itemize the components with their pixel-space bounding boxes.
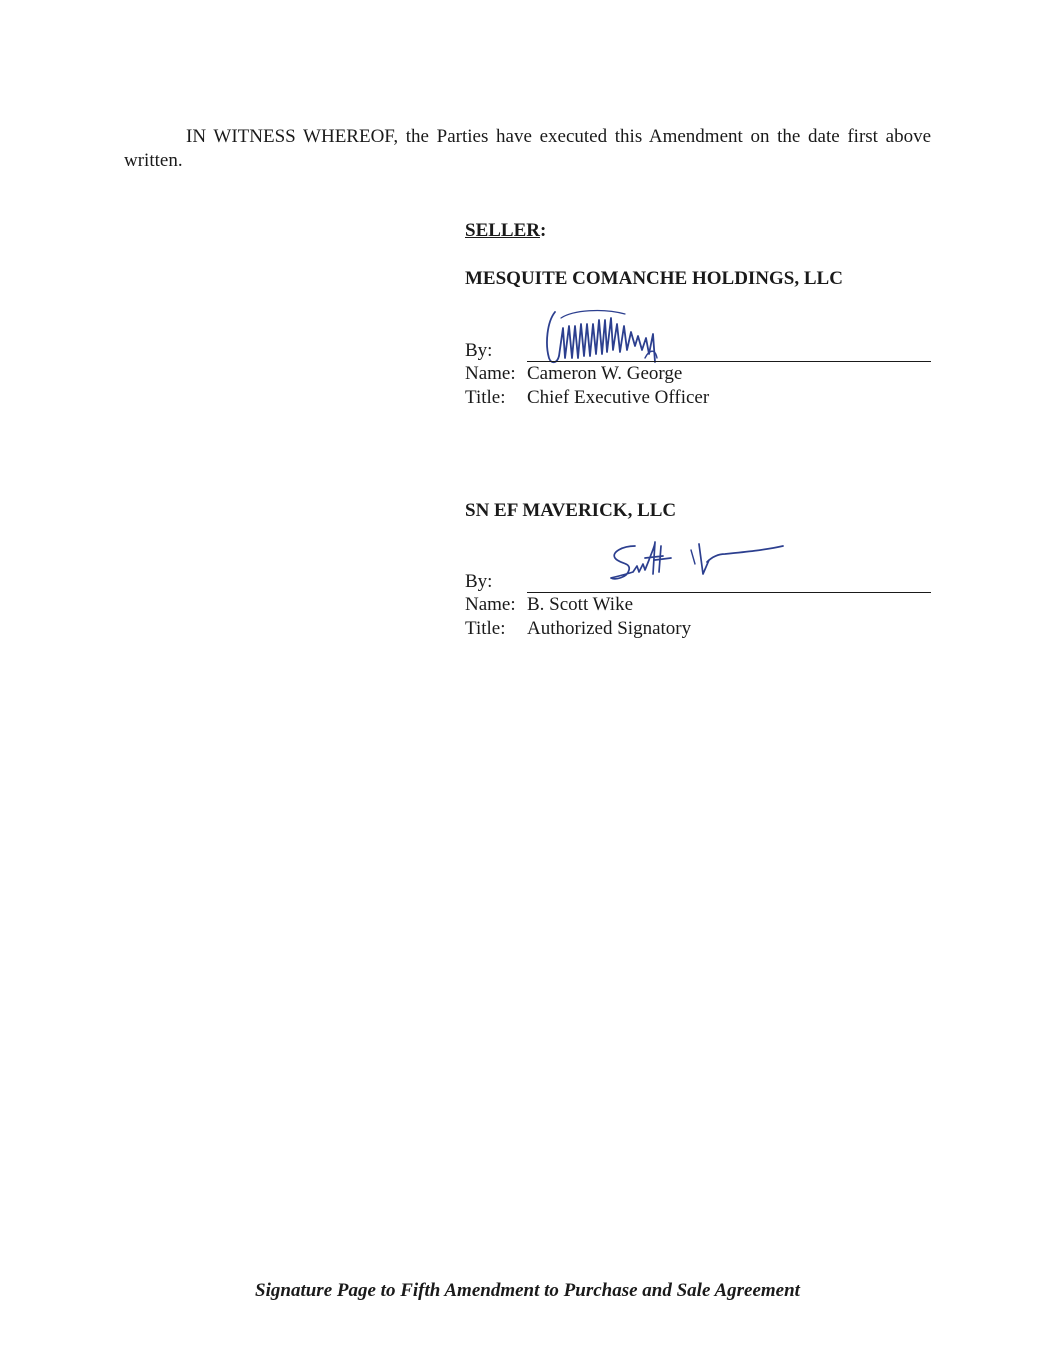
seller-title-row: [465, 387, 709, 409]
maverick-name-label: Name:: [465, 594, 516, 615]
seller-by-row: [465, 340, 931, 364]
seller-colon: :: [539, 220, 547, 241]
seller-signature-line: [527, 361, 931, 362]
seller-company-name: MESQUITE COMANCHE HOLDINGS, LLC: [465, 268, 843, 289]
maverick-title-value: Authorized Signatory: [527, 618, 692, 639]
witness-paragraph: IN WITNESS WHEREOF, the Parties have executed this Amendment on the date first above written.: [124, 126, 931, 171]
seller-heading: [465, 220, 546, 242]
maverick-name-row: [465, 594, 633, 616]
seller-name-row: [465, 363, 682, 385]
maverick-by-label: By:: [465, 571, 493, 592]
seller-title-value: Chief Executive Officer: [527, 387, 710, 408]
maverick-by-row: [465, 571, 931, 595]
maverick-title-label: Title:: [465, 618, 506, 639]
maverick-company-name: SN EF MAVERICK, LLC: [465, 500, 677, 521]
seller-title-label: Title:: [465, 387, 506, 408]
seller-label: SELLER: [465, 220, 540, 241]
maverick-title-row: [465, 618, 691, 640]
seller-by-label: By:: [465, 340, 493, 361]
seller-name-value: Cameron W. George: [527, 363, 683, 384]
page-footer: Signature Page to Fifth Amendment to Purchase and Sale Agreement: [255, 1280, 800, 1301]
maverick-name-value: B. Scott Wike: [527, 594, 634, 615]
maverick-signature-line: [527, 592, 931, 593]
seller-name-label: Name:: [465, 363, 516, 384]
